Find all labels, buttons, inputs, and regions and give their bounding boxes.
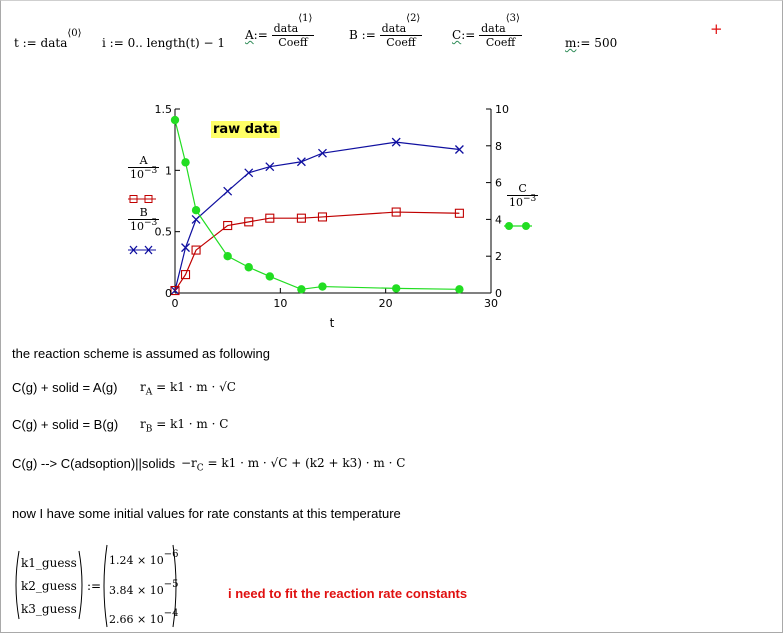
C-den: Coeff xyxy=(479,35,522,49)
C-var: C xyxy=(452,28,462,42)
A-var: A xyxy=(245,28,254,42)
series-2-point xyxy=(392,284,400,292)
B-sup: ⟨2⟩ xyxy=(406,13,421,24)
series-2-point xyxy=(192,206,200,214)
left-label-A-num: A xyxy=(139,154,148,167)
A-num: data xyxy=(273,22,299,35)
xy-plot[interactable] xyxy=(120,100,560,335)
left-y-tick-label: 1.5 xyxy=(154,103,172,116)
guess-value-1-exp: −6 xyxy=(163,549,179,560)
left-axis-label-A xyxy=(128,154,159,181)
B-assign: := xyxy=(361,28,376,42)
guess-intro-text[interactable]: now I have some initial values for rate constants at this temperature xyxy=(12,506,401,521)
guess-value-2 xyxy=(109,579,179,597)
guess-assignment[interactable] xyxy=(12,546,182,624)
rate-A-sym: r xyxy=(140,380,146,394)
i-definition[interactable]: i := 0.. length(t) − 1 xyxy=(102,36,226,50)
series-line-0 xyxy=(175,142,459,290)
series-2-point xyxy=(223,252,231,260)
series-2-point xyxy=(245,263,253,271)
right-label-exp: −3 xyxy=(523,194,537,204)
x-axis-label: t xyxy=(329,316,335,330)
rate-C-sym: −r xyxy=(181,456,197,470)
x-tick-label: 0 xyxy=(171,297,179,310)
right-axis-label-C xyxy=(507,182,538,209)
rate-C-sub: C xyxy=(196,463,204,474)
x-tick-label: 20 xyxy=(378,297,393,310)
guess-value-1 xyxy=(109,549,179,567)
left-y-tick-label: 1 xyxy=(165,164,172,178)
right-paren-1 xyxy=(78,550,86,620)
guess-name-3: k3_guess xyxy=(21,602,77,616)
guess-value-3 xyxy=(109,608,179,626)
left-label-A-exp: −3 xyxy=(144,166,158,176)
m-val: := 500 xyxy=(576,36,618,50)
right-label-den: 10 xyxy=(509,196,523,209)
A-definition[interactable] xyxy=(245,13,314,49)
rate-B-rhs: = k1 · m · C xyxy=(156,417,229,431)
series-0-point xyxy=(192,215,200,223)
series-2-point xyxy=(455,285,463,293)
scheme-intro-text[interactable]: the reaction scheme is assumed as following xyxy=(12,346,270,361)
rate-B-sub: B xyxy=(145,424,153,435)
insertion-cursor[interactable]: + xyxy=(710,20,723,38)
guess-value-2-exp: −5 xyxy=(163,579,179,590)
B-var: B xyxy=(349,28,358,42)
m-definition[interactable] xyxy=(565,36,617,50)
C-assign: := xyxy=(461,28,476,42)
right-y-tick-label: 8 xyxy=(495,139,502,153)
C-sup: ⟨3⟩ xyxy=(505,13,520,24)
left-y-tick-label: 0 xyxy=(165,287,172,300)
left-y-tick-label: 0.5 xyxy=(154,225,172,239)
series-2-point xyxy=(266,272,274,280)
series-2-point xyxy=(171,116,179,124)
right-y-tick-label: 0 xyxy=(495,287,502,300)
left-label-B-den: 10 xyxy=(130,220,144,233)
guess-value-3-mant: 2.66 × 10 xyxy=(109,613,164,626)
series-line-2 xyxy=(175,120,459,289)
rate-B-equation[interactable] xyxy=(140,417,228,434)
rate-C-equation[interactable] xyxy=(181,456,405,473)
C-num: data xyxy=(481,22,506,35)
series-2-point xyxy=(181,158,189,166)
right-label-num: C xyxy=(518,182,527,195)
t-def-sup: ⟨0⟩ xyxy=(67,28,82,39)
x-tick-label: 10 xyxy=(273,297,288,310)
series-2-point xyxy=(297,285,305,293)
left-label-B-exp: −3 xyxy=(144,218,158,228)
series-0-point xyxy=(182,244,190,252)
t-def-text: t := data xyxy=(14,36,68,50)
guess-name-2: k2_guess xyxy=(21,579,77,593)
series-line-1 xyxy=(175,212,459,291)
rate-C-rhs: = k1 · m · √C + (k2 + k3) · m · C xyxy=(207,456,406,470)
m-var: m xyxy=(565,36,577,50)
guess-name-1: k1_guess xyxy=(21,556,77,570)
right-y-tick-label: 4 xyxy=(495,213,502,227)
A-sup: ⟨1⟩ xyxy=(298,13,313,24)
series-0-point xyxy=(224,187,232,195)
guess-value-1-mant: 1.24 × 10 xyxy=(109,554,164,567)
left-paren-2 xyxy=(100,544,108,628)
A-assign: := xyxy=(253,28,268,42)
left-paren-1 xyxy=(12,550,20,620)
right-paren-2 xyxy=(172,544,180,628)
right-y-tick-label: 6 xyxy=(495,176,502,190)
C-definition[interactable] xyxy=(452,13,522,49)
B-definition[interactable] xyxy=(349,13,422,49)
guess-value-2-mant: 3.84 × 10 xyxy=(109,584,164,597)
left-label-A-den: 10 xyxy=(130,168,144,181)
reaction-1-text[interactable]: C(g) + solid = A(g) xyxy=(12,380,118,395)
B-num: data xyxy=(381,22,407,35)
A-den: Coeff xyxy=(272,35,315,49)
series-2-point xyxy=(318,282,326,290)
guess-value-3-exp: −4 xyxy=(163,608,179,619)
legend-B-marker xyxy=(128,244,156,256)
reaction-2-text[interactable]: C(g) + solid = B(g) xyxy=(12,417,119,432)
legend-C-marker xyxy=(504,220,532,232)
reaction-3-text[interactable]: C(g) --> C(adsoption)||solids xyxy=(12,456,176,471)
raw-data-annotation: raw data xyxy=(213,122,278,137)
guess-assign-op: := xyxy=(87,579,102,593)
rate-A-rhs: = k1 · m · √C xyxy=(156,380,236,394)
t-definition[interactable] xyxy=(14,28,82,50)
fit-note[interactable]: i need to fit the reaction rate constants xyxy=(228,586,468,601)
series-0-point xyxy=(245,169,253,177)
left-label-B-num: B xyxy=(139,206,148,219)
right-y-tick-label: 2 xyxy=(495,250,502,264)
rate-A-equation[interactable] xyxy=(140,380,236,397)
left-axis-label-B xyxy=(128,206,159,233)
right-y-tick-label: 10 xyxy=(495,103,509,116)
B-den: Coeff xyxy=(380,35,423,49)
rate-A-sub: A xyxy=(145,387,153,398)
legend-A-marker xyxy=(128,193,156,205)
rate-B-sym: r xyxy=(140,417,146,431)
x-tick-label: 30 xyxy=(484,297,498,310)
